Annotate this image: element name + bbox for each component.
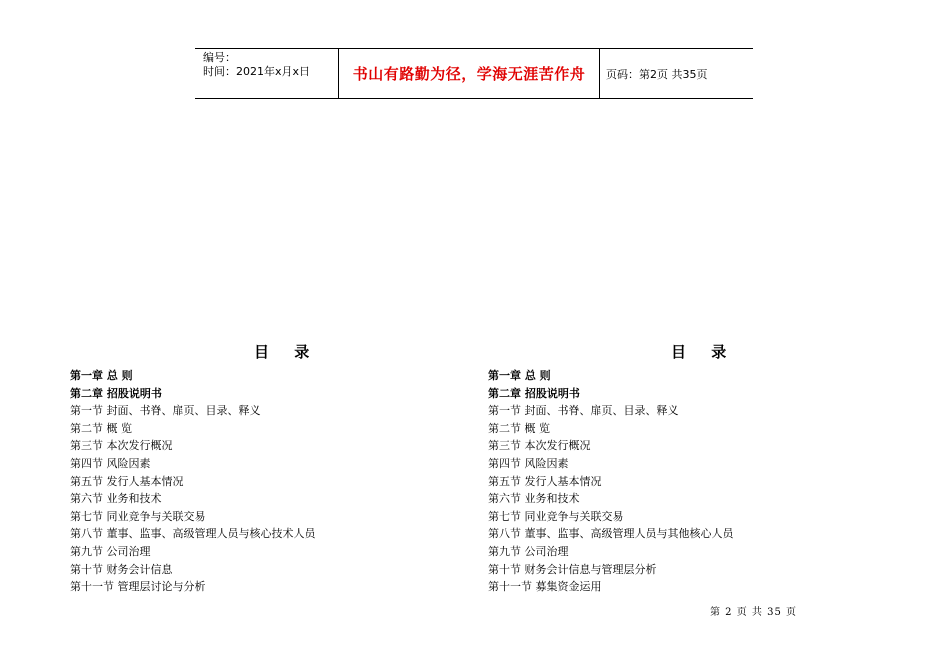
right-toc-title: 目 录: [671, 343, 737, 361]
left-toc-list: [70, 367, 316, 596]
toc-item: 第四节 风险因素: [70, 456, 151, 470]
toc-item: 第十一节 募集资金运用: [488, 580, 602, 594]
toc-item: 第十节 财务会计信息与管理层分析: [488, 562, 657, 576]
toc-item: 第七节 同业竞争与关联交易: [70, 509, 206, 523]
toc-item: 第十节 财务会计信息: [70, 562, 173, 576]
toc-item: 第八节 董事、监事、高级管理人员与核心技术人员: [70, 527, 316, 541]
toc-item: 第二章 招股说明书: [70, 386, 162, 400]
toc-item: 第三节 本次发行概况: [488, 439, 591, 453]
toc-item: 第二节 概 览: [70, 421, 132, 435]
toc-item: 第八节 董事、监事、高级管理人员与其他核心人员: [488, 527, 734, 541]
left-toc-title: 目 录: [254, 343, 320, 361]
toc-item: 第六节 业务和技术: [488, 492, 580, 506]
toc-item: 第一节 封面、书脊、扉页、目录、释义: [70, 404, 261, 418]
date-label: 时间：2021年x月x日: [203, 65, 311, 78]
toc-item: 第四节 风险因素: [488, 456, 569, 470]
toc-item: 第二节 概 览: [488, 421, 550, 435]
toc-item: 第一节 封面、书脊、扉页、目录、释义: [488, 404, 679, 418]
toc-item: 第五节 发行人基本情况: [70, 474, 184, 488]
toc-item: 第六节 业务和技术: [70, 492, 162, 506]
toc-item: 第一章 总 则: [70, 369, 133, 382]
toc-item: 第九节 公司治理: [70, 544, 151, 558]
toc-item: 第二章 招股说明书: [488, 386, 580, 400]
page-code: 页码：第2页 共35页: [606, 67, 708, 81]
toc-item: 第九节 公司治理: [488, 544, 569, 558]
right-toc-list: [488, 367, 734, 596]
toc-item: 第三节 本次发行概况: [70, 439, 173, 453]
toc-item: 第十一节 管理层讨论与分析: [70, 580, 206, 594]
slogan: 书山有路勤为径，学海无涯苦作舟: [338, 49, 600, 98]
number-label: 编号：: [203, 51, 236, 64]
page-footer: 第 2 页 共 35 页: [710, 607, 797, 618]
toc-item: 第一章 总 则: [488, 369, 551, 382]
header-meta: [195, 49, 337, 98]
toc-item: 第七节 同业竞争与关联交易: [488, 509, 624, 523]
toc-item: 第五节 发行人基本情况: [488, 474, 602, 488]
page-header: [195, 48, 753, 99]
